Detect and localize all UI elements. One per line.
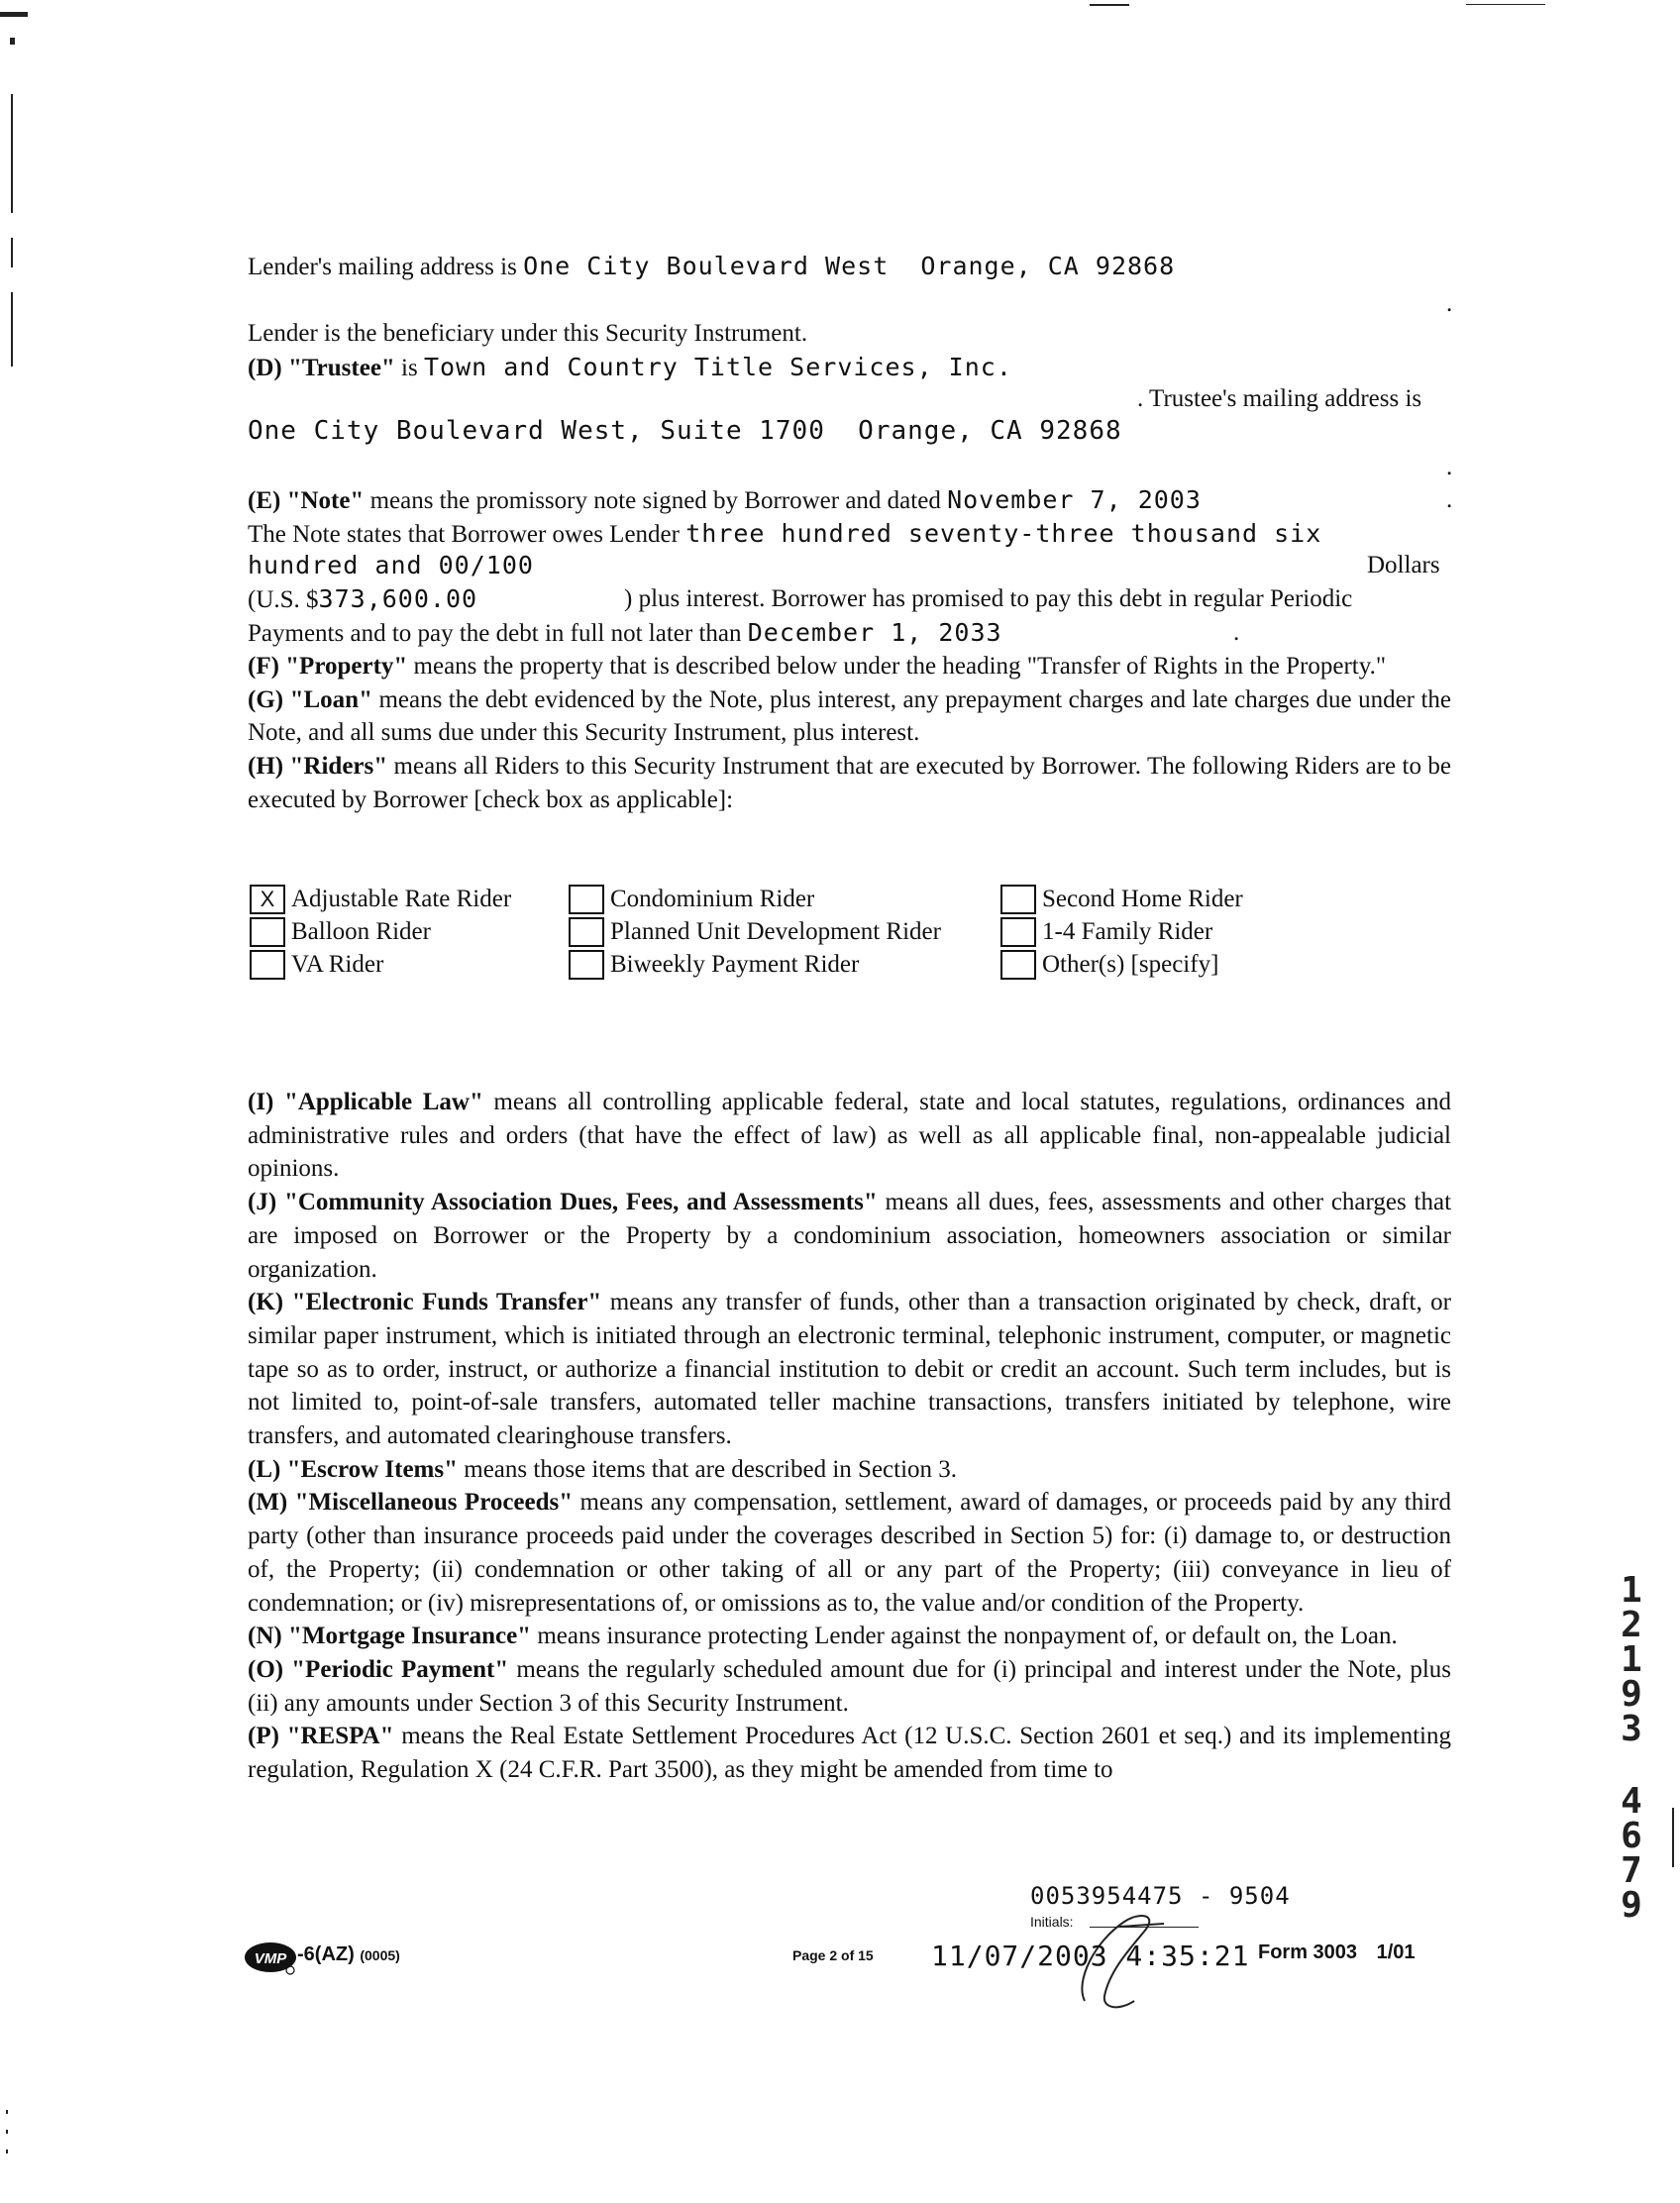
scan-mark bbox=[6, 2130, 8, 2134]
initials-label: Initials: bbox=[1030, 1914, 1074, 1930]
lender-mailing-line bbox=[248, 250, 1175, 284]
rider-second-home[interactable] bbox=[1000, 885, 1243, 914]
note-amount-words-1: three hundred seventy-three thousand six bbox=[685, 519, 1322, 548]
trustee-term: "Trustee" bbox=[287, 355, 395, 381]
form-code bbox=[297, 1943, 400, 1966]
lender-mailing-value: One City Boulevard West Orange, CA 92868 bbox=[523, 252, 1176, 280]
scan-line bbox=[11, 238, 13, 267]
note-text: means the promissory note signed by Borrower and dated bbox=[369, 487, 941, 514]
definition-text: means all Riders to this Security Instrument that are executed by Borrower. The following Riders are to be executed by Borrower [check box as applicable]: bbox=[248, 753, 1451, 813]
definition-n bbox=[248, 1620, 1451, 1653]
definition-code: (N) bbox=[248, 1623, 282, 1650]
filler-dot: . bbox=[1446, 454, 1453, 480]
trustee-value: Town and Country Title Services, Inc. bbox=[423, 353, 1012, 381]
definition-term: "Mortgage Insurance" bbox=[287, 1623, 532, 1650]
note-maturity-date: December 1, 2033 bbox=[747, 618, 1002, 647]
form-version: (0005) bbox=[360, 1947, 400, 1963]
definition-j bbox=[248, 1186, 1451, 1286]
vmp-logo-text: VMP bbox=[254, 1950, 287, 1967]
definition-text: means all dues, fees, assessments and other charges that are imposed on Borrower or the Property by a condominium association, homeowners association or similar organization. bbox=[248, 1189, 1452, 1283]
rider-pud[interactable] bbox=[569, 917, 941, 947]
note-line-3-rest: ) plus interest. Borrower has promised to pay this debt in regular Periodic bbox=[624, 585, 1353, 612]
note-owes-text: The Note states that Borrower owes Lender bbox=[248, 521, 680, 548]
definitions-upper bbox=[248, 650, 1451, 817]
definition-text: means those items that are described in Section 3. bbox=[464, 1455, 958, 1483]
beneficiary-line: Lender is the beneficiary under this Security Instrument. bbox=[248, 320, 808, 347]
definition-term: "RESPA" bbox=[286, 1723, 394, 1750]
definition-term: "Loan" bbox=[289, 685, 372, 713]
form-logo bbox=[243, 1940, 298, 1980]
checkbox[interactable] bbox=[1000, 885, 1036, 914]
rider-label: Second Home Rider bbox=[1042, 886, 1243, 913]
timestamp: 11/07/2003 4:35:21 bbox=[931, 1940, 1250, 1972]
note-amount-words-2: hundred and 00/100 bbox=[248, 551, 534, 579]
stamp-digit: 1 bbox=[1621, 1639, 1642, 1680]
trustee-code: (D) bbox=[248, 355, 282, 381]
rider-va[interactable] bbox=[250, 950, 383, 980]
note-line-2 bbox=[248, 517, 1321, 552]
definition-code: (O) bbox=[248, 1655, 284, 1683]
scan-line bbox=[11, 292, 13, 367]
definition-o bbox=[248, 1653, 1451, 1720]
rider-other[interactable] bbox=[1000, 950, 1218, 980]
definition-h bbox=[248, 750, 1451, 816]
scan-mark bbox=[10, 38, 15, 45]
rider-adjustable-rate[interactable] bbox=[250, 885, 511, 914]
rider-biweekly[interactable] bbox=[569, 950, 859, 980]
scan-mark bbox=[6, 2150, 8, 2153]
definition-text: means the property that is described below under the heading "Transfer of Rights in the Property." bbox=[413, 653, 1387, 680]
note-dollars: Dollars bbox=[1367, 552, 1440, 578]
definition-term: "Electronic Funds Transfer" bbox=[291, 1289, 602, 1316]
note-payments-text: Payments and to pay the debt in full not later than bbox=[248, 620, 742, 647]
filler-dot: . bbox=[1446, 486, 1453, 513]
form-number bbox=[1258, 1941, 1416, 1964]
definition-code: (F) bbox=[248, 653, 279, 680]
filler-dot: . bbox=[1446, 290, 1453, 317]
definition-text: means any compensation, settlement, award of damages, or proceeds paid by any third party (other than insurance proceeds paid under the coverages described in Section 5) for: (i) damage to, or destruction of, the Property; (ii) condemnation or other taking of all or any part of the Property; (iii) conveyance in lieu of condemnation; or (iv) misrepresentations of, or omissions as to, the value and/or condition of the Property. bbox=[248, 1489, 1452, 1617]
lender-mailing-label: Lender's mailing address is bbox=[248, 254, 517, 280]
checkbox[interactable] bbox=[569, 917, 604, 947]
checkbox[interactable] bbox=[250, 917, 285, 947]
rider-label: Other(s) [specify] bbox=[1042, 951, 1219, 979]
checkbox[interactable] bbox=[1000, 950, 1036, 980]
note-line-1 bbox=[248, 483, 1202, 518]
note-line-3 bbox=[248, 582, 477, 617]
definition-k bbox=[248, 1286, 1451, 1453]
page-number: Page 2 of 15 bbox=[792, 1947, 874, 1963]
stamp-digit: 1 bbox=[1621, 1570, 1642, 1611]
definition-code: (M) bbox=[248, 1489, 288, 1517]
rider-label: 1-4 Family Rider bbox=[1042, 918, 1213, 946]
scan-line bbox=[11, 94, 13, 213]
trustee-line bbox=[248, 351, 1012, 385]
rider-label: Condominium Rider bbox=[610, 886, 815, 913]
checkbox[interactable] bbox=[569, 885, 604, 914]
definitions-lower bbox=[248, 1086, 1451, 1787]
scan-mark bbox=[1466, 4, 1545, 5]
stamp-digit: 7 bbox=[1621, 1850, 1642, 1891]
scan-mark bbox=[6, 2110, 8, 2114]
definition-term: "Property" bbox=[285, 653, 408, 680]
checkbox-checked[interactable]: X bbox=[250, 885, 285, 914]
vmp-logo-icon bbox=[243, 1940, 298, 1975]
checkbox[interactable] bbox=[250, 950, 285, 980]
definition-code: (K) bbox=[248, 1289, 284, 1316]
scan-mark bbox=[0, 12, 28, 17]
stamp-digit: 3 bbox=[1621, 1709, 1642, 1749]
rider-label: VA Rider bbox=[291, 951, 384, 979]
definition-term: "Riders" bbox=[289, 753, 388, 781]
definition-text: means the Real Estate Settlement Procedures Act (12 U.S.C. Section 2601 et seq.) and its implementing regulation, Regulation X (24 C.F.R. Part 3500), as they might be amended from time to bbox=[248, 1723, 1451, 1784]
definition-text: means the regularly scheduled amount due for (i) principal and interest under the Note, plus (ii) any amounts under Section 3 of this Security Instrument. bbox=[248, 1655, 1452, 1717]
note-line-4 bbox=[248, 616, 1002, 651]
rider-condominium[interactable] bbox=[569, 885, 814, 914]
definition-code: (G) bbox=[248, 685, 284, 713]
note-term: "Note" bbox=[286, 487, 365, 514]
note-amount-number: 373,600.00 bbox=[318, 584, 478, 613]
definition-f bbox=[248, 650, 1451, 683]
definition-code: (L) bbox=[248, 1455, 281, 1483]
definition-term: "Periodic Payment" bbox=[291, 1655, 509, 1683]
definition-m bbox=[248, 1486, 1451, 1620]
stamp-digit: 6 bbox=[1621, 1816, 1642, 1856]
form-number-text: Form 3003 bbox=[1258, 1941, 1358, 1963]
rider-label: Adjustable Rate Rider bbox=[291, 886, 512, 913]
stamp-digit: 9 bbox=[1621, 1674, 1642, 1715]
checkbox[interactable] bbox=[1000, 917, 1036, 947]
definition-code: (H) bbox=[248, 753, 284, 781]
note-date: November 7, 2003 bbox=[947, 485, 1202, 514]
rider-family[interactable] bbox=[1000, 917, 1212, 947]
definition-p bbox=[248, 1720, 1451, 1786]
definition-g bbox=[248, 683, 1451, 750]
definition-code: (I) bbox=[248, 1089, 274, 1115]
checkbox[interactable] bbox=[569, 950, 604, 980]
trustee-mailing-value: One City Boulevard West, Suite 1700 Orange, CA 92868 bbox=[248, 416, 1122, 446]
form-code-text: -6(AZ) bbox=[297, 1943, 355, 1965]
definition-l bbox=[248, 1453, 1451, 1487]
rider-label: Balloon Rider bbox=[291, 918, 431, 946]
definition-i bbox=[248, 1086, 1451, 1186]
definition-code: (P) bbox=[248, 1723, 279, 1750]
definition-term: "Community Association Dues, Fees, and Assessments" bbox=[283, 1189, 878, 1216]
definition-term: "Applicable Law" bbox=[283, 1089, 483, 1115]
rider-balloon[interactable] bbox=[250, 917, 431, 947]
definition-text: means any transfer of funds, other than a transaction originated by check, draft, or similar paper instrument, which is initiated through an electronic terminal, telephonic instrument, computer, or magnetic tape so as to order, instruct, or authorize a financial institution to debit or credit an account. Such term includes, but is not limited to, point-of-sale transfers, automated teller machine transactions, transfers initiated by telephone, wire transfers, and automated clearinghouse transfers. bbox=[248, 1289, 1452, 1450]
definition-text: means all controlling applicable federal, state and local statutes, regulations, ordinances and administrative rules and orders (that have the effect of law) as well as all applicable final, non-appealable judicial opinions. bbox=[248, 1089, 1452, 1183]
filler-dot: . bbox=[1233, 619, 1240, 646]
definition-text: means insurance protecting Lender against the nonpayment of, or default on, the Loan. bbox=[537, 1623, 1398, 1650]
scan-line bbox=[1672, 1808, 1674, 1867]
stamp-digit: 4 bbox=[1621, 1781, 1642, 1822]
form-date: 1/01 bbox=[1376, 1941, 1416, 1963]
stamp-digit: 9 bbox=[1621, 1885, 1642, 1926]
rider-label: Planned Unit Development Rider bbox=[610, 918, 941, 946]
definition-term: "Miscellaneous Proceeds" bbox=[294, 1489, 574, 1517]
note-code: (E) bbox=[248, 487, 281, 514]
scan-mark bbox=[1090, 4, 1129, 6]
trustee-mailing-label: . Trustee's mailing address is bbox=[1137, 385, 1422, 412]
trustee-is: is bbox=[401, 355, 418, 381]
definition-text: means the debt evidenced by the Note, plus interest, any prepayment charges and late charges due under the Note, and all sums due under this Security Instrument, plus interest. bbox=[248, 685, 1452, 747]
definition-term: "Escrow Items" bbox=[286, 1455, 458, 1483]
rider-label: Biweekly Payment Rider bbox=[610, 951, 860, 979]
stamp-digit: 2 bbox=[1621, 1605, 1642, 1645]
definition-code: (J) bbox=[248, 1189, 277, 1216]
loan-number: 0053954475 - 9504 bbox=[1030, 1882, 1291, 1910]
note-us-prefix: (U.S. $ bbox=[248, 586, 319, 613]
